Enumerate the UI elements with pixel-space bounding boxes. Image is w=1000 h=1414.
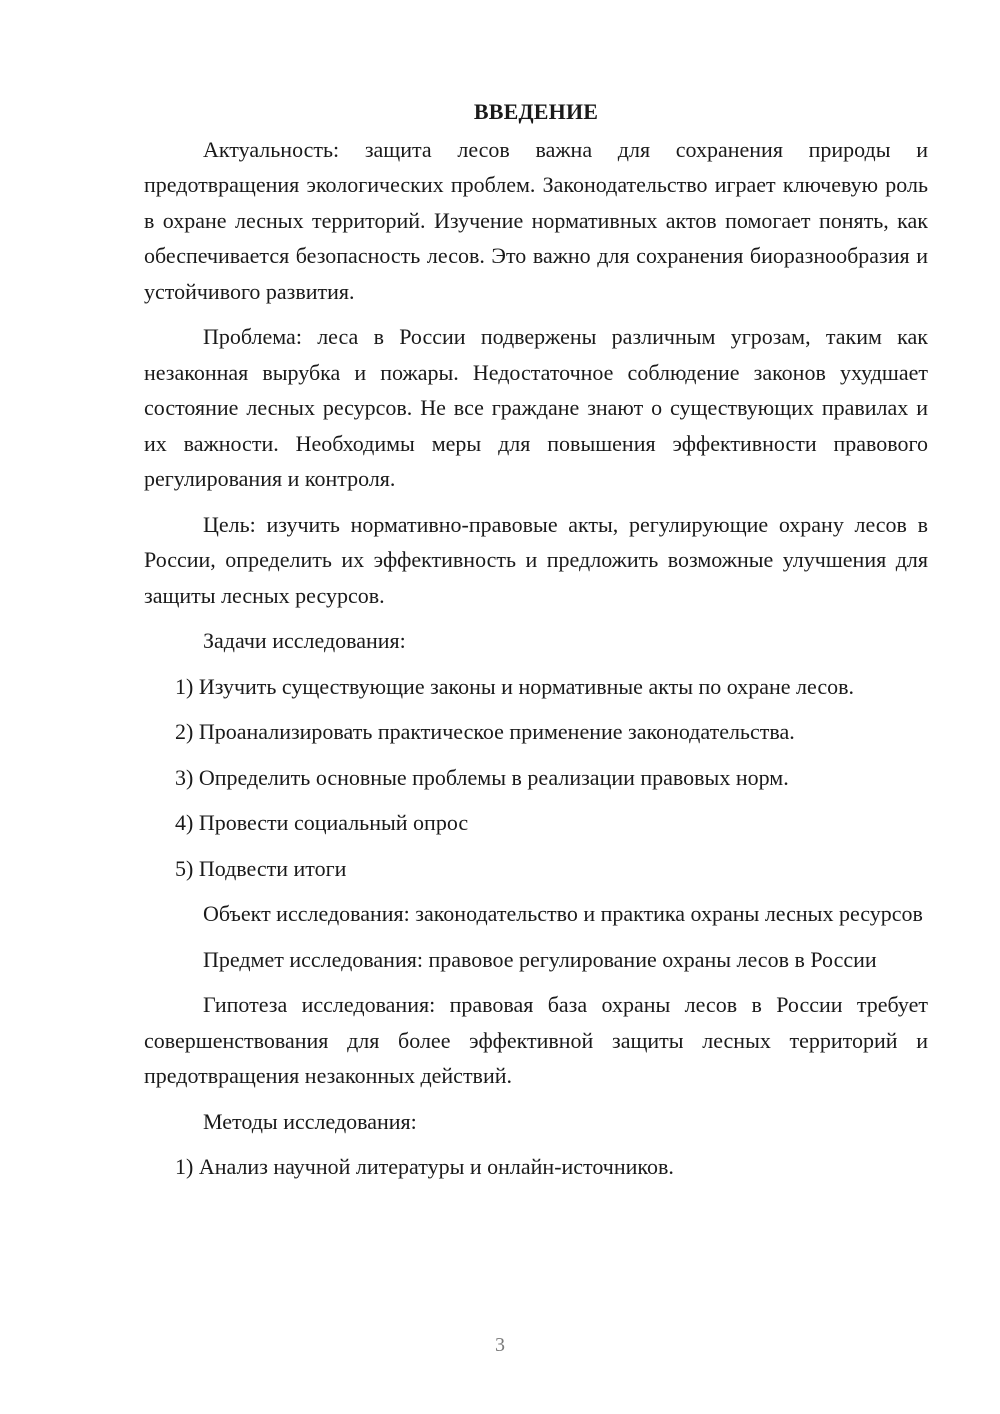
page-number: 3 [495,1334,505,1356]
task-item: 1) Изучить существующие законы и нормативные акты по охране лесов. [175,673,854,699]
paragraph-hypothesis: Гипотеза исследования: правовая база охраны лесов в России требует совершенствования для более эффективной защиты лесных территорий и предотвращения незаконных действий. [144,992,928,1088]
task-item: 2) Проанализировать практическое применение законодательства. [175,719,795,744]
document-page [144,94,928,1195]
paragraph-relevance: Актуальность: защита лесов важна для сохранения природы и предотвращения экологических проблем. Законодательство играет ключевую роль в охране лесных территорий. Изучение нормативных актов помогает понять, как обеспечивается безопасность лесов. Это важно для сохранения биоразнообразия и устойчивого развития. [144,136,928,304]
tasks-heading: Задачи исследования: [203,628,406,653]
paragraph-problem: Проблема: леса в России подвержены различным угрозам, таким как незаконная вырубка и пожары. Недостаточное соблюдение законов ухудшает состояние лесных ресурсов. Не все граждане знают о существующих правилах и их важности. Необходимы меры для повышения эффективности правового регулирования и контроля. [144,324,928,491]
paragraph-subject: Предмет исследования: правовое регулирование охраны лесов в России [203,946,877,972]
task-item: 3) Определить основные проблемы в реализации правовых норм. [175,764,789,790]
task-item: 5) Подвести итоги [175,855,347,881]
section-title: ВВЕДЕНИЕ [473,99,599,124]
methods-heading: Методы исследования: [203,1108,417,1134]
paragraph-goal: Цель: изучить нормативно-правовые акты, регулирующие охрану лесов в России, определить их эффективность и предложить возможные улучшения для защиты лесных ресурсов. [144,511,928,608]
method-item: 1) Анализ научной литературы и онлайн-источников. [175,1154,674,1179]
task-item: 4) Провести социальный опрос [175,810,469,835]
paragraph-object: Объект исследования: законодательство и практика охраны лесных ресурсов [203,901,923,926]
